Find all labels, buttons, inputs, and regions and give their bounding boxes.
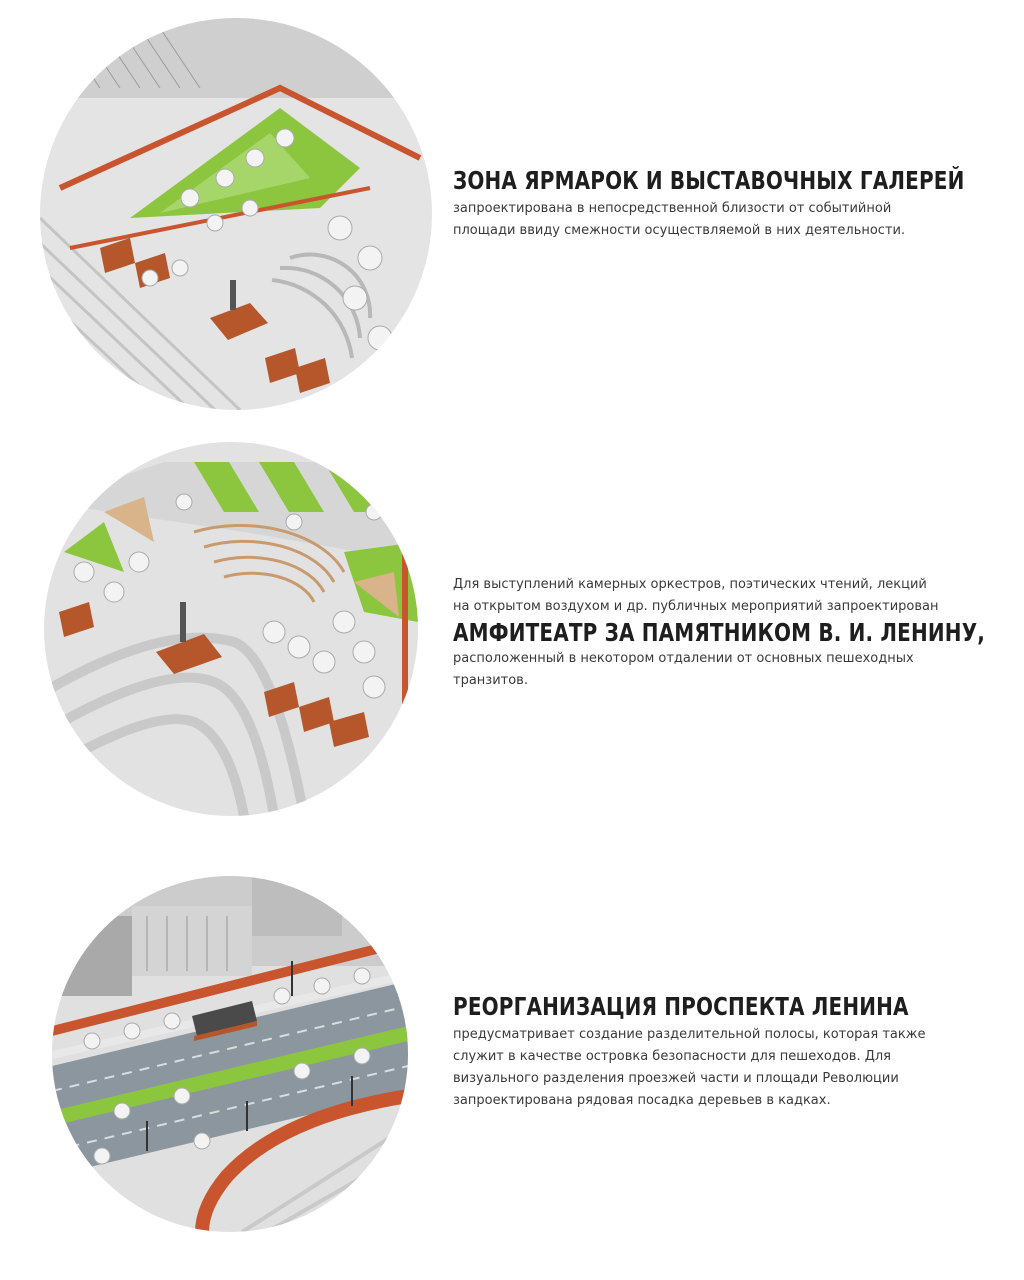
description-line: площади ввиду смежности осуществляемой в них деятельности. (453, 223, 906, 238)
section-description (453, 1024, 963, 1112)
amphitheatre-text (453, 574, 986, 692)
description-line: запроектирована в непосредственной близости от событийной (453, 201, 892, 216)
intro-line: на открытом воздухом и др. публичных мероприятий запроектирован (453, 599, 939, 614)
description-line: расположенный в некотором отдалении от основных пешеходных (453, 651, 914, 666)
description-line: запроектирована рядовая посадка деревьев в кадках. (453, 1093, 831, 1108)
description-line: визуального разделения проезжей части и площади Революции (453, 1071, 899, 1086)
intro-paragraph (453, 574, 963, 618)
section-heading: ЗОНА ЯРМАРОК И ВЫСТАВОЧНЫХ ГАЛЕРЕЙ (453, 166, 965, 195)
section-heading: РЕОРГАНИЗАЦИЯ ПРОСПЕКТА ЛЕНИНА (453, 992, 909, 1021)
description-line: служит в качестве островка безопасности для пешеходов. Для (453, 1049, 892, 1064)
lenin-avenue-text (453, 992, 963, 1112)
lenin-avenue-illustration (52, 876, 408, 1232)
section-description (453, 648, 963, 692)
intro-line: Для выступлений камерных оркестров, поэтических чтений, лекций (453, 577, 927, 592)
fair-zone-text (453, 166, 963, 242)
amphitheatre-illustration (44, 442, 418, 816)
section-description (453, 198, 963, 242)
description-line: транзитов. (453, 673, 528, 688)
description-line: предусматривает создание разделительной полосы, которая также (453, 1027, 926, 1042)
fair-zone-illustration (40, 18, 432, 410)
section-heading: АМФИТЕАТР ЗА ПАМЯТНИКОМ В. И. ЛЕНИНУ, (453, 618, 986, 647)
